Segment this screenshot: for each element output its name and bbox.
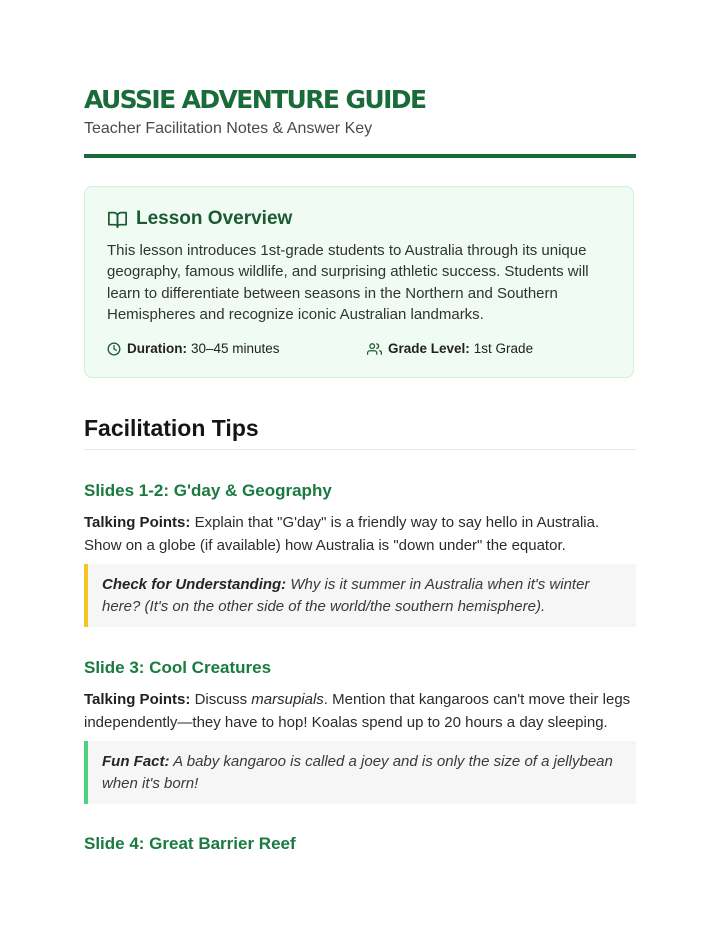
lesson-overview-card bbox=[84, 186, 634, 378]
talking-points bbox=[84, 511, 636, 557]
talking-points-text: . Mention that kangaroos can't move their legs independently—they have to hop! Koalas spend up to 20 hours a day sleeping. bbox=[84, 691, 631, 731]
callout-label: Check for Understanding: bbox=[102, 576, 287, 593]
talking-points-label: Talking Points: bbox=[84, 514, 191, 531]
book-open-icon bbox=[107, 210, 128, 229]
fun-fact-callout bbox=[84, 741, 636, 804]
callout-text: A baby kangaroo is called a joey and is only the size of a jellybean when it's born! bbox=[102, 753, 613, 792]
header-divider bbox=[84, 154, 636, 158]
callout-text: Why is it summer in Australia when it's winter here? (It's on the other side of the world/the southern hemisphere). bbox=[102, 576, 590, 615]
talking-points-label: Talking Points: bbox=[84, 691, 191, 708]
duration-value: 30–45 minutes bbox=[191, 341, 280, 356]
emphasis-term: marsupials bbox=[251, 691, 324, 708]
grade-level-value: 1st Grade bbox=[473, 341, 534, 356]
duration-label: Duration: bbox=[127, 341, 187, 356]
lesson-overview-header bbox=[107, 207, 292, 231]
talking-points bbox=[84, 688, 636, 734]
page-subtitle: Teacher Facilitation Notes & Answer Key bbox=[84, 120, 373, 137]
slide-heading: Slide 4: Great Barrier Reef bbox=[84, 834, 296, 853]
slide-heading: Slides 1-2: G'day & Geography bbox=[84, 481, 332, 500]
section-divider bbox=[84, 449, 636, 450]
lesson-overview-text: This lesson introduces 1st-grade students to Australia through its unique geography, famous wildlife, and surprising athletic success. Students will learn to differentiate between seasons in the Northern and Southern Hemispheres and recognize iconic Australian landmarks. bbox=[107, 242, 589, 324]
slide-heading: Slide 3: Cool Creatures bbox=[84, 658, 272, 677]
grade-level-info bbox=[367, 340, 533, 358]
duration-info bbox=[107, 340, 280, 358]
callout-label: Fun Fact: bbox=[102, 753, 170, 770]
clock-icon bbox=[107, 342, 121, 356]
check-understanding-callout bbox=[84, 564, 636, 627]
section-heading: Facilitation Tips bbox=[84, 415, 259, 441]
grade-level-label: Grade Level: bbox=[388, 341, 470, 356]
users-icon bbox=[367, 342, 382, 356]
lesson-overview-heading: Lesson Overview bbox=[136, 208, 293, 229]
page-title: AUSSIE ADVENTURE GUIDE bbox=[84, 85, 426, 114]
talking-points-text: Explain that "G'day" is a friendly way to say hello in Australia. Show on a globe (if available) how Australia is "down under" the equator. bbox=[84, 514, 600, 554]
talking-points-text: Discuss bbox=[194, 691, 248, 708]
